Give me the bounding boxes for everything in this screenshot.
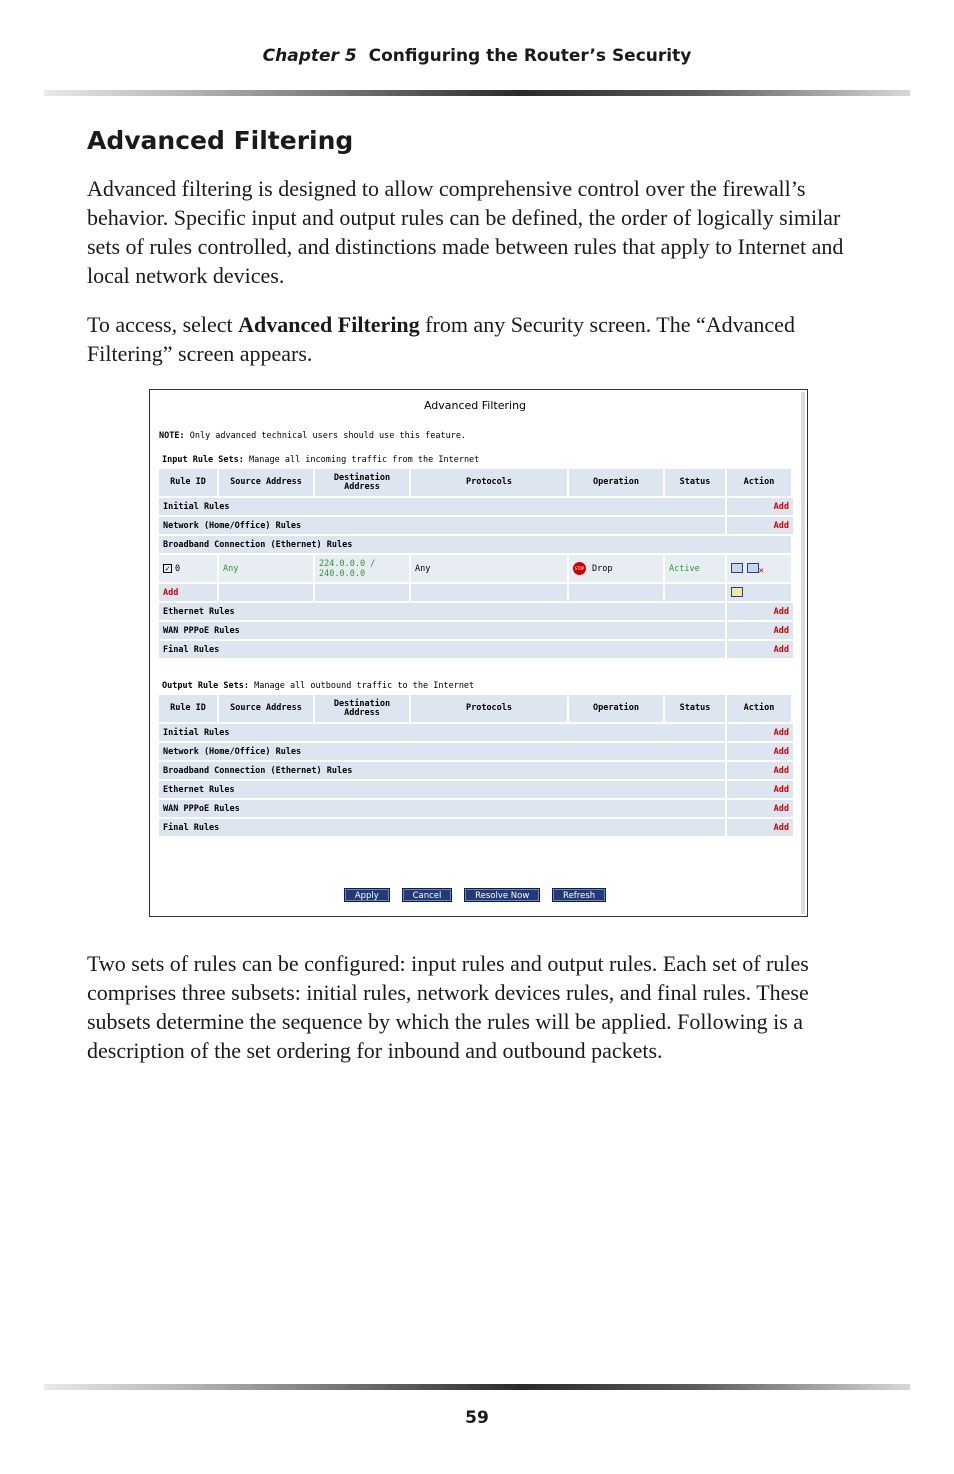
add-link[interactable]: Add bbox=[727, 743, 793, 760]
input-rule-sets-label bbox=[162, 455, 479, 465]
input-group-row bbox=[159, 498, 793, 515]
screen-title: Advanced Filtering bbox=[423, 399, 527, 412]
col-destination-address: Destination Address bbox=[315, 469, 411, 496]
summary-paragraph: Two sets of rules can be configured: input rules and output rules. Each set of rules comprises three subsets: initial rules, network devices rules, and final rules. These subsets determine the sequence by which the rules will be applied. Following is a description of the set ordering for inbound and outbound packets. bbox=[87, 951, 809, 1063]
rule-operation: Drop bbox=[592, 564, 613, 574]
access-paragraph bbox=[87, 310, 867, 368]
group-name: Network (Home/Office) Rules bbox=[159, 517, 727, 534]
header-rule bbox=[44, 90, 910, 96]
advanced-filtering-screenshot bbox=[149, 389, 808, 917]
col-operation: Operation bbox=[569, 695, 665, 722]
note bbox=[159, 431, 466, 441]
group-name: WAN PPPoE Rules bbox=[159, 800, 727, 817]
add-rule-icon[interactable] bbox=[731, 587, 743, 597]
delete-icon[interactable] bbox=[747, 563, 759, 573]
group-name: Broadband Connection (Ethernet) Rules bbox=[159, 536, 793, 553]
rule-action-cell bbox=[727, 555, 793, 582]
col-action: Action bbox=[727, 469, 793, 496]
output-group-row bbox=[159, 724, 793, 741]
group-name: Ethernet Rules bbox=[159, 603, 727, 620]
add-link[interactable]: Add bbox=[727, 517, 793, 534]
add-link[interactable]: Add bbox=[727, 800, 793, 817]
output-desc: Manage all outbound traffic to the Internet bbox=[249, 681, 475, 691]
input-group-row bbox=[159, 603, 793, 620]
add-link[interactable]: Add bbox=[727, 603, 793, 620]
refresh-button[interactable]: Refresh bbox=[552, 888, 606, 902]
output-group-row bbox=[159, 743, 793, 760]
group-name: Initial Rules bbox=[159, 724, 727, 741]
input-header-row bbox=[159, 469, 793, 496]
col-protocols: Protocols bbox=[411, 469, 569, 496]
output-group-row bbox=[159, 800, 793, 817]
input-group-row bbox=[159, 641, 793, 658]
rule-status: Active bbox=[665, 555, 727, 582]
rule-id: 0 bbox=[175, 563, 181, 574]
group-name: Broadband Connection (Ethernet) Rules bbox=[159, 762, 727, 779]
add-link[interactable]: Add bbox=[727, 781, 793, 798]
apply-button[interactable]: Apply bbox=[344, 888, 390, 902]
note-text: Only advanced technical users should use this feature. bbox=[184, 431, 467, 441]
input-group-row bbox=[159, 517, 793, 534]
output-group-row bbox=[159, 762, 793, 779]
empty-cell bbox=[569, 584, 665, 601]
col-rule-id: Rule ID bbox=[159, 469, 219, 496]
group-name: Final Rules bbox=[159, 819, 727, 836]
cancel-button[interactable]: Cancel bbox=[402, 888, 453, 902]
output-header-row bbox=[159, 695, 793, 722]
col-status: Status bbox=[665, 695, 727, 722]
input-group-row bbox=[159, 622, 793, 639]
output-label: Output Rule Sets: bbox=[162, 681, 249, 691]
add-link[interactable]: Add bbox=[727, 641, 793, 658]
col-source-address: Source Address bbox=[219, 469, 315, 496]
group-name: Initial Rules bbox=[159, 498, 727, 515]
access-text-bold: Advanced Filtering bbox=[238, 312, 420, 337]
empty-cell bbox=[411, 584, 569, 601]
input-label: Input Rule Sets: bbox=[162, 455, 244, 465]
group-name: Network (Home/Office) Rules bbox=[159, 743, 727, 760]
edit-icon[interactable] bbox=[731, 563, 743, 573]
add-link[interactable]: Add bbox=[727, 498, 793, 515]
stop-icon: STOP bbox=[573, 562, 586, 575]
add-link[interactable]: Add bbox=[727, 819, 793, 836]
chapter-label: Chapter 5 bbox=[262, 46, 357, 66]
add-link[interactable]: Add bbox=[727, 762, 793, 779]
group-name: Ethernet Rules bbox=[159, 781, 727, 798]
add-rule-row bbox=[159, 584, 793, 601]
group-name: Final Rules bbox=[159, 641, 727, 658]
rule-operation-cell bbox=[569, 555, 665, 582]
rule-id-cell bbox=[159, 555, 219, 582]
output-group-row bbox=[159, 819, 793, 836]
add-rule-link[interactable]: Add bbox=[159, 584, 219, 601]
add-link[interactable]: Add bbox=[727, 622, 793, 639]
empty-cell bbox=[315, 584, 411, 601]
intro-paragraph: Advanced filtering is designed to allow comprehensive control over the firewall’s behavior. Specific input and output rules can be defined, the order of logically similar sets of rules controlled, and distinctions made between rules that apply to Internet and local network devices. bbox=[87, 176, 844, 288]
access-text-after: from any Security screen. The “Advanced Filtering” screen appears. bbox=[87, 312, 795, 366]
input-rules-table bbox=[159, 467, 793, 660]
rule-enabled-checkbox[interactable]: ✓ bbox=[163, 564, 172, 573]
group-name: WAN PPPoE Rules bbox=[159, 622, 727, 639]
input-desc: Manage all incoming traffic from the Internet bbox=[243, 455, 480, 465]
rule-source: Any bbox=[219, 555, 315, 582]
output-rule-sets-label bbox=[162, 681, 474, 691]
col-action: Action bbox=[727, 695, 793, 722]
resolve-now-button[interactable]: Resolve Now bbox=[464, 888, 540, 902]
add-link[interactable]: Add bbox=[727, 724, 793, 741]
empty-cell bbox=[665, 584, 727, 601]
access-text-before: To access, select bbox=[87, 312, 239, 337]
rule-protocols: Any bbox=[411, 555, 569, 582]
rule-destination-line2: 240.0.0.0 bbox=[319, 568, 366, 579]
add-rule-action-cell bbox=[727, 584, 793, 601]
output-group-row bbox=[159, 781, 793, 798]
rule-destination bbox=[315, 555, 411, 582]
rule-destination-line1: 224.0.0.0 / bbox=[319, 558, 376, 569]
col-operation: Operation bbox=[569, 469, 665, 496]
col-status: Status bbox=[665, 469, 727, 496]
col-rule-id: Rule ID bbox=[159, 695, 219, 722]
button-bar bbox=[150, 888, 800, 902]
col-protocols: Protocols bbox=[411, 695, 569, 722]
empty-cell bbox=[219, 584, 315, 601]
chapter-title: Configuring the Router’s Security bbox=[368, 46, 692, 66]
scrollbar[interactable] bbox=[801, 392, 805, 914]
footer-rule bbox=[44, 1384, 910, 1390]
section-heading: Advanced Filtering bbox=[87, 126, 354, 155]
col-destination-address: Destination Address bbox=[315, 695, 411, 722]
col-source-address: Source Address bbox=[219, 695, 315, 722]
output-rules-table bbox=[159, 693, 793, 838]
input-group-row bbox=[159, 536, 793, 553]
running-header bbox=[0, 46, 954, 66]
note-label: NOTE: bbox=[159, 431, 185, 441]
page-number: 59 bbox=[465, 1408, 489, 1428]
rule-row bbox=[159, 555, 793, 582]
